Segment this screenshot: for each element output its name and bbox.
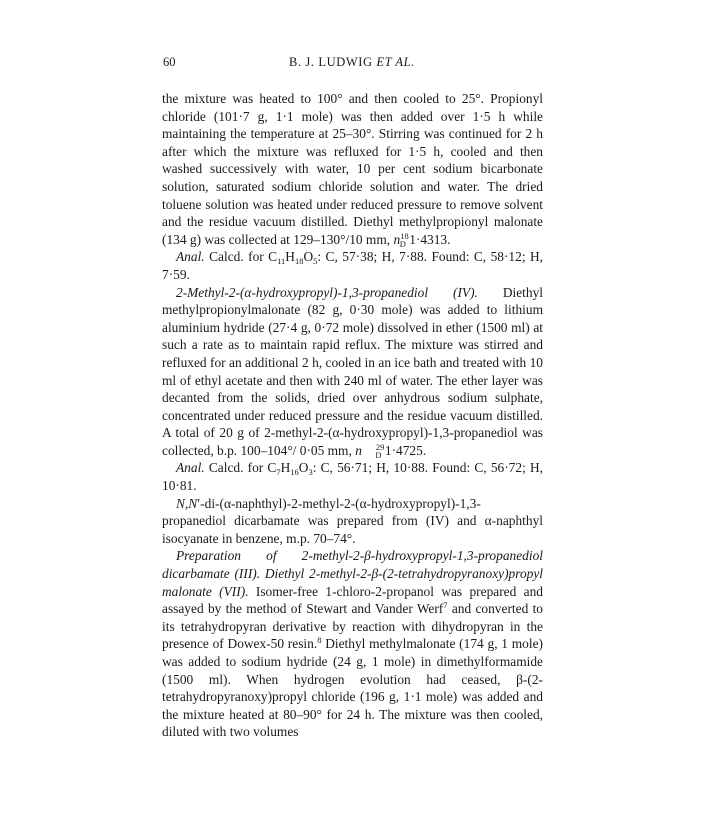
running-head-et-al: ET AL. [376,55,415,69]
analysis-calcd: Calcd. for C [208,460,277,476]
refractive-index-line: D [375,449,382,460]
comma: , [184,495,189,511]
refractive-index-temperature: 18 [400,230,409,241]
refractive-index-value: 1·4725. [384,442,427,458]
reference-marker: 8 [317,635,322,646]
compound-heading: 2-Methyl-2-(α-hydroxypropyl)-1,3-propanediol (IV). [176,284,478,300]
refractive-index-symbol: n [393,231,401,247]
dicarbamate-paragraph [162,495,543,548]
paragraph-text: the mixture was heated to 100° and then cooled to 25°. Propionyl chloride (101·7 g, 1·1 mole) was then added over 1·5 h while maintaining the temperature at 25–30°. Stirring was continued for 2 h after which the mixture was refluxed for 1·5 h, cooled and then washed successively with water, 10 per cent sodium bicarbonate solution, saturated sodium chloride solution and water. The dried toluene solution was heated under reduced pressure to remove solvent and the residue vacuum distilled. Diethyl methylpropionyl malonate (134 g) was collected at 129–130°/10 mm, [162,91,543,247]
paragraph-text: Diethyl methylpropionylmalonate (82 g, 0·30 mole) was added to lithium aluminium hydride (27·4 g, 0·72 mole) dissolved in ether (1500 ml) at such a rate as to maintain rapid reflux. The mixture was stirred and refluxed for an additional 2 h, cooled in an ice bath and treated with 10 ml of ethyl acetate and then with 240 ml of water. The ether layer was decanted from the solids, dried over anhydrous sodium sulphate, concentrated under reduced pressure and the residue vacuum distilled. A total of 20 g of 2-methyl-2-(α-hydroxypropyl)-1,3-propanediol was collected, b.p. 100–104°/ 0·05 mm, [162,284,543,458]
italic-n-prime: N [188,495,198,511]
preparation-paragraph [162,547,543,741]
paragraph-text: Diethyl methylmalonate (174 g, 1 mole) was added to sodium hydride (24 g, 1 mole) in dimethylformamide (1500 ml). When hydrogen evolution had ceased, β-(2-tetrahydropyranoxy)propyl chloride (196 g, 1·1 mole) was added and the mixture heated at 80–90° for 24 h. The mixture was then cooled, diluted with two volumes [162,636,543,740]
analysis-results: : C, 56·71; H, 10·88. Found: C, 56·72; H, 10·81. [162,460,543,494]
refractive-index-value: 1·4313. [409,231,451,247]
reference-marker: 7 [443,600,448,611]
running-head [163,55,541,70]
analysis-results: : C, 57·38; H, 7·88. Found: C, 58·12; H, 7·59. [162,249,543,282]
formula-subscript: 5 [313,256,318,267]
paragraph-text: Isomer-free 1-chloro-2-propanol was prepared and assayed by the method of Stewart and Vander Werf [162,583,543,617]
analysis-label: Anal. [176,460,205,476]
paragraph-text: and converted to its tetrahydropyran derivative by reaction with dihydropyran in the presence of Dowex-50 resin. [162,601,543,652]
formula-subscript: 3 [308,467,313,478]
formula-element: H [285,249,295,265]
section-heading: Preparation of 2-methyl-2-β-hydroxypropyl-1,3-propanediol dicarbamate (III). [162,548,543,582]
formula-element: O [298,460,309,476]
formula-subscript: 16 [290,467,299,478]
refractive-index-temperature: 29 [375,441,385,452]
page-number: 60 [163,55,176,69]
refractive-index-symbol: n [355,442,362,458]
compound-iv-paragraph [162,284,543,460]
paragraph-continued [162,90,543,248]
formula-element: O [303,249,314,265]
analysis-paragraph-2 [162,459,543,494]
formula-element: H [280,460,291,476]
subsection-heading: Diethyl 2-methyl-2-β-(2-tetrahydropyranoxy)propyl malonate (VII). [162,566,543,599]
analysis-calcd: Calcd. for C [209,249,278,265]
formula-subscript: 11 [277,256,286,267]
formula-subscript: 18 [294,256,304,267]
formula-subscript: 7 [276,467,281,478]
running-head-authors: B. J. LUDWIG [289,55,373,69]
refractive-index-conditions [399,230,409,249]
refractive-index-line: D [399,238,406,249]
analysis-paragraph-1 [162,248,543,283]
article-body [162,90,543,741]
refractive-index-conditions [362,441,385,460]
italic-n: N [176,495,185,511]
analysis-label: Anal. [176,249,205,265]
paragraph-text: ′-di-(α-naphthyl)-2-methyl-2-(α-hydroxypropyl)-1,3-propanediol dicarbamate was prepared from (IV) and α-naphthyl isocyanate in benzene, m.p. 70–74°. [162,495,543,546]
